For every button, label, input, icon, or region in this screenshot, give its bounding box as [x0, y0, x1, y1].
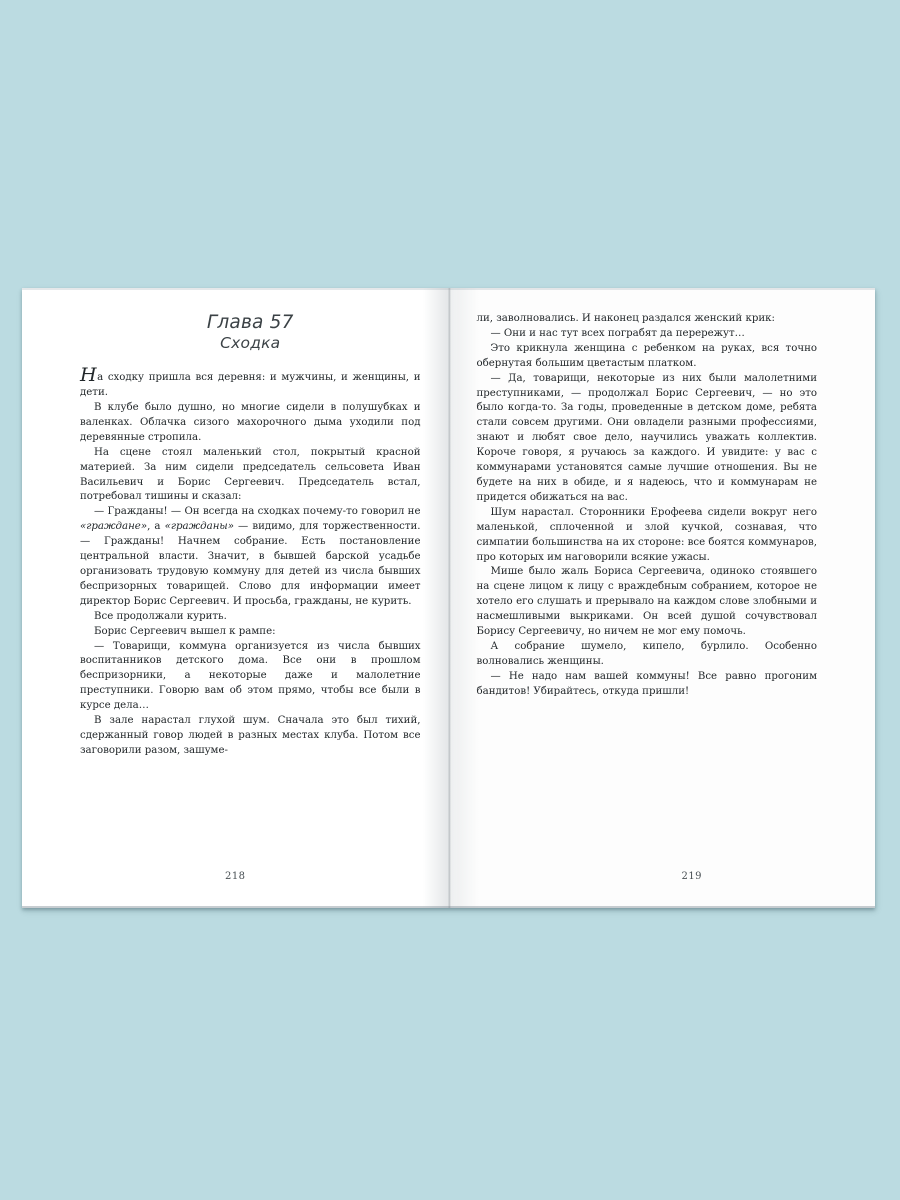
paragraph-text: а сходку пришла вся деревня: и мужчины, и женщины, и дети.: [80, 372, 421, 399]
open-book: [22, 288, 875, 908]
page-number-right: 219: [681, 871, 703, 882]
paragraph: В зале нарастал глухой шум. Сначала это был тихий, сдержанный говор людей в разных местах клуба. Потом все заговорили разом, зашуме-: [80, 715, 421, 756]
paragraph: [80, 364, 421, 401]
paragraph: — Они и нас тут всех пограбят да перережут…: [490, 327, 745, 339]
drop-cap: Н: [80, 364, 97, 387]
page-top-edge: [22, 288, 449, 290]
paragraph: Мише было жаль Бориса Сергеевича, одиноко стоявшего на сцене лицом к лицу с враждебным собранием, которое не хотело его слушать и прерывало на каждом слове злобными и насмешливыми выкриками. Он всей душой сочувствовал Борису Сергеевичу, но ничем не мог ему помочь.: [476, 566, 817, 638]
paragraph: — Да, товарищи, некоторые из них были малолетними преступниками, — продолжал Борис Сергеевич, — но это было когда-то. За годы, проведенные в детском доме, ребята стали совсем другими. Они овладели разными профессиями, знают и любят свое дело, научились уважать коллектив. Короче говоря, я ручаюсь за каждого. И увидите: у вас с коммунарами установятся самые лучшие отношения. Вы не будете на них в обиде, и я надеюсь, что и коммунарам не придется обижаться на вас.: [476, 372, 817, 503]
paragraph: — Товарищи, коммуна организуется из числа бывших воспитанников детского дома. Все они в прошлом беспризорники, а некоторые даже и малолетние преступники. Говорю вам об этом прямо, чтобы все были в курсе дела…: [80, 640, 421, 712]
paragraph: Шум нарастал. Сторонники Ерофеева сидели вокруг него маленькой, сплоченной и злой кучкой, сознавая, что симпатии большинства на их стороне: все боятся коммунаров, про которых им наговорили всякие ужасы.: [476, 506, 817, 563]
page-bottom-edge: [22, 906, 449, 908]
paragraph: Борис Сергеевич вышел к рампе:: [94, 625, 276, 637]
chapter-subtitle: Сходка: [220, 334, 281, 353]
book-page-right: [449, 288, 876, 908]
emphasised-word: «гражданы»: [164, 521, 234, 533]
left-page-text-column: [80, 364, 421, 759]
right-page-text-column: [477, 312, 818, 700]
page-number-left: 218: [224, 871, 246, 882]
paragraph: В клубе было душно, но многие сидели в полушубках и валенках. Облачка сизого махорочного дыма уходили под деревянные стропила.: [80, 402, 421, 443]
paragraph: Все продолжали курить.: [94, 610, 227, 622]
chapter-title: Глава 57: [206, 312, 294, 333]
chapter-heading: [80, 312, 421, 354]
emphasised-word: «граждане»: [80, 521, 148, 533]
paragraph: На сцене стоял маленький стол, покрытый красной материей. За ним сидели председатель сельсовета Иван Васильевич и Борис Сергеевич. Председатель встал, потребовал тишины и сказал:: [80, 446, 421, 503]
paragraph: ли, заволновались. И наконец раздался женский крик:: [476, 313, 775, 324]
paragraph: Это крикнула женщина с ребенком на руках, вся точно обернутая большим цветастым платком.: [476, 342, 817, 369]
paragraph: — Не надо нам вашей коммуны! Все равно прогоним бандитов! Убирайтесь, откуда пришли!: [476, 670, 817, 697]
page-top-edge: [449, 288, 876, 290]
paragraph: А собрание шумело, кипело, бурлило. Особенно волновались женщины.: [476, 640, 817, 667]
page-bottom-edge: [449, 906, 876, 908]
paragraph: — Гражданы! — Он всегда на сходках почему-то говорил не «граждане», а «гражданы» — видимо, для торжественности. — Гражданы! Начнем собрание. Есть постановление центральной власти. Значит, в бывшей барской усадьбе организовать трудовую коммуну для детей из числа бывших беспризорных товарищей. Слово для информации имеет директор Борис Сергеевич. И просьба, гражданы, не курить.: [80, 506, 421, 607]
book-page-left: [22, 288, 449, 908]
